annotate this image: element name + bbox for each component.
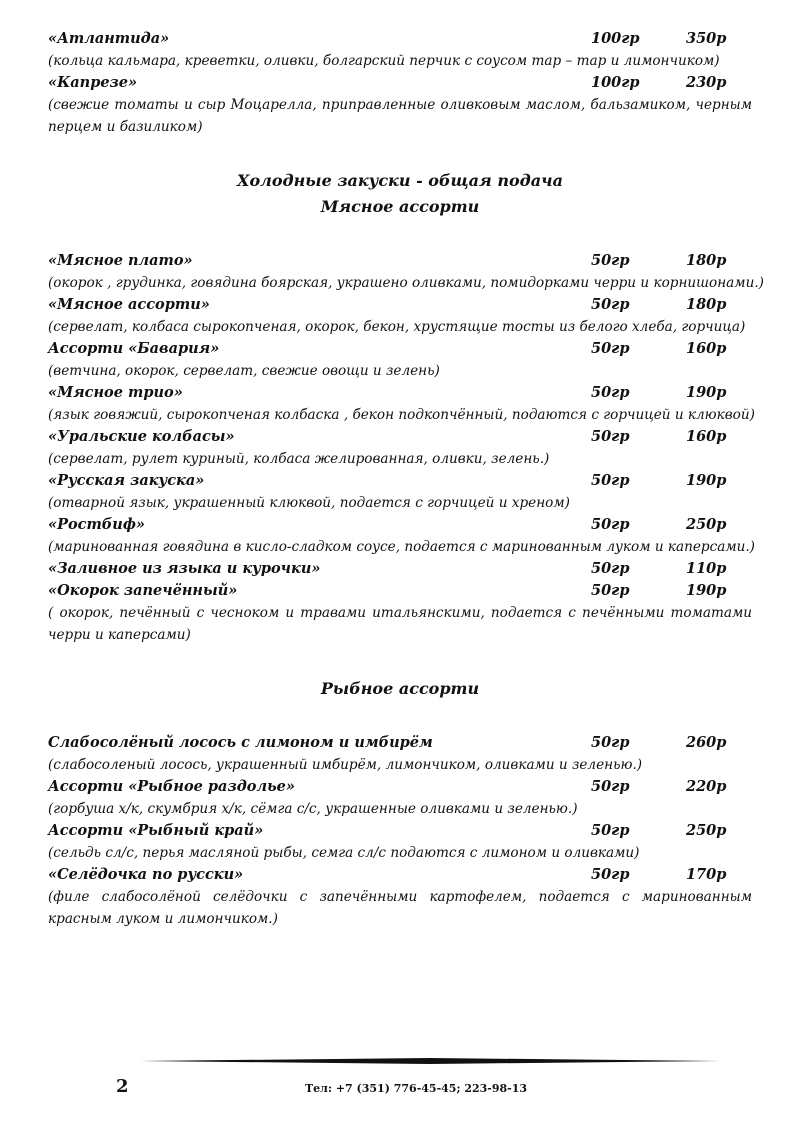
item-name: «Капрезе» [48, 74, 138, 91]
item-weight: 50гр [591, 822, 630, 839]
section-title: Холодные закуски - общая подача [237, 171, 563, 190]
item-price: 260р [686, 734, 727, 751]
cold-items [48, 250, 764, 646]
item-name: «Мясное трио» [48, 384, 183, 401]
item-price: 190р [686, 384, 727, 401]
item-price: 190р [686, 582, 727, 599]
menu-item [48, 294, 752, 316]
item-price: 220р [686, 778, 727, 795]
item-weight: 100гр [591, 74, 640, 91]
item-name: «Заливное из языка и курочки» [48, 560, 321, 577]
item-name: «Селёдочка по русски» [48, 866, 244, 883]
item-name: «Мясное плато» [48, 252, 193, 269]
item-description: (сервелат, рулет куриный, колбаса желированная, оливки, зелень.) [48, 451, 550, 467]
item-weight: 50гр [591, 778, 630, 795]
menu-item [48, 776, 752, 798]
item-name: «Мясное ассорти» [48, 296, 210, 313]
item-weight: 50гр [591, 428, 630, 445]
item-weight: 50гр [591, 296, 630, 313]
item-price: 180р [686, 296, 727, 313]
item-description: (маринованная говядина в кисло-сладком соусе, подается с маринованным луком и каперсами.) [48, 539, 755, 555]
item-description: ( окорок, печённый с чесноком и травами итальянскими, подается с печёнными томатами черри и каперсами) [48, 605, 752, 643]
item-weight: 100гр [591, 30, 640, 47]
item-name: Слабосолёный лосось с лимоном и имбирём [48, 734, 433, 751]
item-description: (филе слабосолёной селёдочки с запечёнными картофелем, подается с маринованным красным луком и лимончиком.) [48, 889, 752, 927]
menu-item [48, 558, 752, 580]
menu-item [48, 864, 752, 886]
item-weight: 50гр [591, 252, 630, 269]
item-weight: 50гр [591, 516, 630, 533]
item-description: (кольца кальмара, креветки, оливки, болгарский перчик с соусом тар – тар и лимончиком) [48, 53, 720, 69]
item-weight: 50гр [591, 866, 630, 883]
section-subtitle: Мясное ассорти [320, 197, 480, 216]
item-weight: 50гр [591, 384, 630, 401]
menu-item [48, 580, 752, 602]
item-name: Ассорти «Бавария» [48, 340, 220, 357]
item-price: 170р [686, 866, 727, 883]
menu-item [48, 250, 752, 272]
item-name: «Уральские колбасы» [48, 428, 235, 445]
item-price: 250р [686, 516, 727, 533]
menu-item [48, 426, 752, 448]
item-description: (горбуша х/к, скумбрия х/к, сёмга с/с, украшенные оливками и зеленью.) [48, 801, 578, 817]
item-name: «Окорок запечённый» [48, 582, 238, 599]
menu-item [48, 28, 752, 50]
item-weight: 50гр [591, 472, 630, 489]
item-weight: 50гр [591, 560, 630, 577]
item-description: (отварной язык, украшенный клюквой, подается с горчицей и хреном) [48, 495, 570, 511]
item-price: 160р [686, 428, 727, 445]
menu-item [48, 382, 752, 404]
item-description: (язык говяжий, сырокопченая колбаска , бекон подкопчённый, подаются с горчицей и клюквой) [48, 407, 755, 423]
item-description: (слабосоленый лосось, украшенный имбирём, лимончиком, оливками и зеленью.) [48, 757, 643, 773]
page-number: 2 [116, 1076, 129, 1097]
item-price: 190р [686, 472, 727, 489]
item-price: 350р [686, 30, 727, 47]
item-price: 160р [686, 340, 727, 357]
menu-item [48, 470, 752, 492]
item-description: (ветчина, окорок, сервелат, свежие овощи и зелень) [48, 363, 440, 379]
menu-page [48, 28, 764, 930]
menu-item [48, 338, 752, 360]
item-weight: 50гр [591, 734, 630, 751]
item-name: Ассорти «Рыбное раздолье» [48, 778, 295, 795]
item-description: (окорок , грудинка, говядина боярская, украшено оливками, помидорками черри и корнишонами.) [48, 275, 764, 291]
menu-item [48, 820, 752, 842]
item-weight: 50гр [591, 582, 630, 599]
item-name: Ассорти «Рыбный край» [48, 822, 264, 839]
footer-divider [140, 1058, 720, 1064]
item-price: 250р [686, 822, 727, 839]
item-price: 230р [686, 74, 727, 91]
fish-items [48, 732, 752, 930]
menu-item [48, 514, 752, 536]
item-price: 110р [686, 560, 727, 577]
item-price: 180р [686, 252, 727, 269]
item-weight: 50гр [591, 340, 630, 357]
section-title: Рыбное ассорти [320, 679, 480, 698]
menu-item [48, 732, 752, 754]
item-description: (сервелат, колбаса сырокопченая, окорок, бекон, хрустящие тосты из белого хлеба, горчица) [48, 319, 746, 335]
intro-items [48, 28, 752, 138]
item-description: (свежие томаты и сыр Моцарелла, приправленные оливковым маслом, бальзамиком, черным перцем и базиликом) [48, 97, 752, 135]
footer-phone: Тел: +7 (351) 776-45-45; 223-98-13 [305, 1082, 528, 1095]
item-description: (сельдь сл/с, перья масляной рыбы, семга сл/с подаются с лимоном и оливками) [48, 845, 640, 861]
item-name: «Русская закуска» [48, 472, 205, 489]
menu-item [48, 72, 752, 94]
item-name: «Ростбиф» [48, 516, 145, 533]
item-name: «Атлантида» [48, 30, 170, 47]
